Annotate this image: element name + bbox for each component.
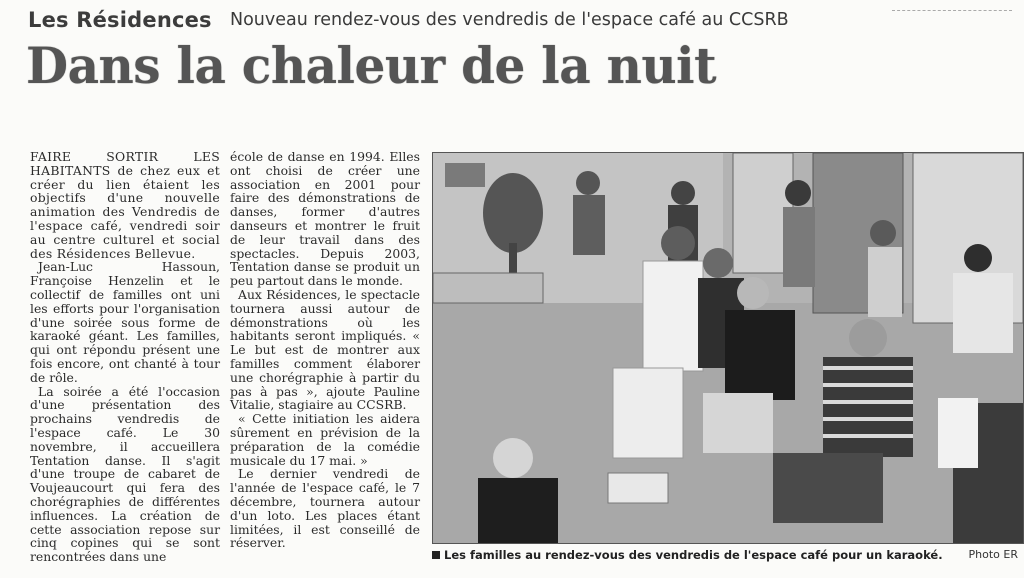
section-rubric: Les Résidences xyxy=(28,8,212,32)
paragraph: La soirée a été l'occasion d'une présentation des prochains vendredis de l'espace café. Le 30 novembre, il accueillera Tentation danse. Il s'agit d'une troupe de cabaret de Voujeaucourt qui fera des chorégraphies de différentes influences. La création de cette association repose sur cinq copines qui se sont rencontrées dans une xyxy=(30,383,220,565)
paragraph: école de danse en 1994. Elles ont choisi de créer une association en 2001 pour faire des démonstrations de danses, former d'autres danseurs et montrer le fruit de leur travail dans des spectacles. Depuis 2003, Tentation danse se produit un peu partout dans le monde. xyxy=(230,149,420,289)
paragraph: « Cette initiation les aidera sûrement en prévision de la préparation de la comédie musicale du 17 mai. » xyxy=(230,411,420,468)
article-column-1 xyxy=(30,150,220,564)
article-column-2 xyxy=(230,150,420,550)
photo-caption xyxy=(432,548,943,562)
paragraph: Aux Résidences, le spectacle tournera aussi autour de démonstrations où les habitants seront impliqués. « Le but est de montrer aux familles comment élaborer une chorégraphie à partir du pas à pas », ajoute Pauline Vitalie, stagiaire au CCSRB. xyxy=(230,286,420,413)
paragraph: Jean-Luc Hassoun, Françoise Henzelin et le collectif de familles ont uni les efforts pour l'organisation d'une soirée sous forme de karaoké géant. Les familles, qui ont répondu présent une fois encore, ont chanté à tour de rôle. xyxy=(30,259,220,385)
header-row xyxy=(28,8,1008,34)
headline: Dans la chaleur de la nuit xyxy=(26,36,717,95)
paragraph: Le dernier vendredi de l'année de l'espace café, le 7 décembre, tournera autour d'un loto. Les places étant limitées, il est conseillé de réserver. xyxy=(230,466,420,551)
photo-credit: Photo ER xyxy=(968,548,1018,561)
kicker: Nouveau rendez-vous des vendredis de l'espace café au CCSRB xyxy=(230,10,789,30)
photo-illustration xyxy=(433,153,1023,543)
caption-text: Les familles au rendez-vous des vendredis de l'espace café pour un karaoké. xyxy=(444,548,943,562)
lead-paragraph: FAIRE SORTIR LES HABITANTS de chez eux et créer du lien étaient les objectifs d'une nouvelle animation des Vendredis de l'espace café, vendredi soir au centre culturel et social des Résidences Bellevue. xyxy=(30,149,220,261)
caption-square-icon xyxy=(432,551,440,559)
top-rule xyxy=(892,10,1012,12)
article-photo xyxy=(432,152,1024,544)
